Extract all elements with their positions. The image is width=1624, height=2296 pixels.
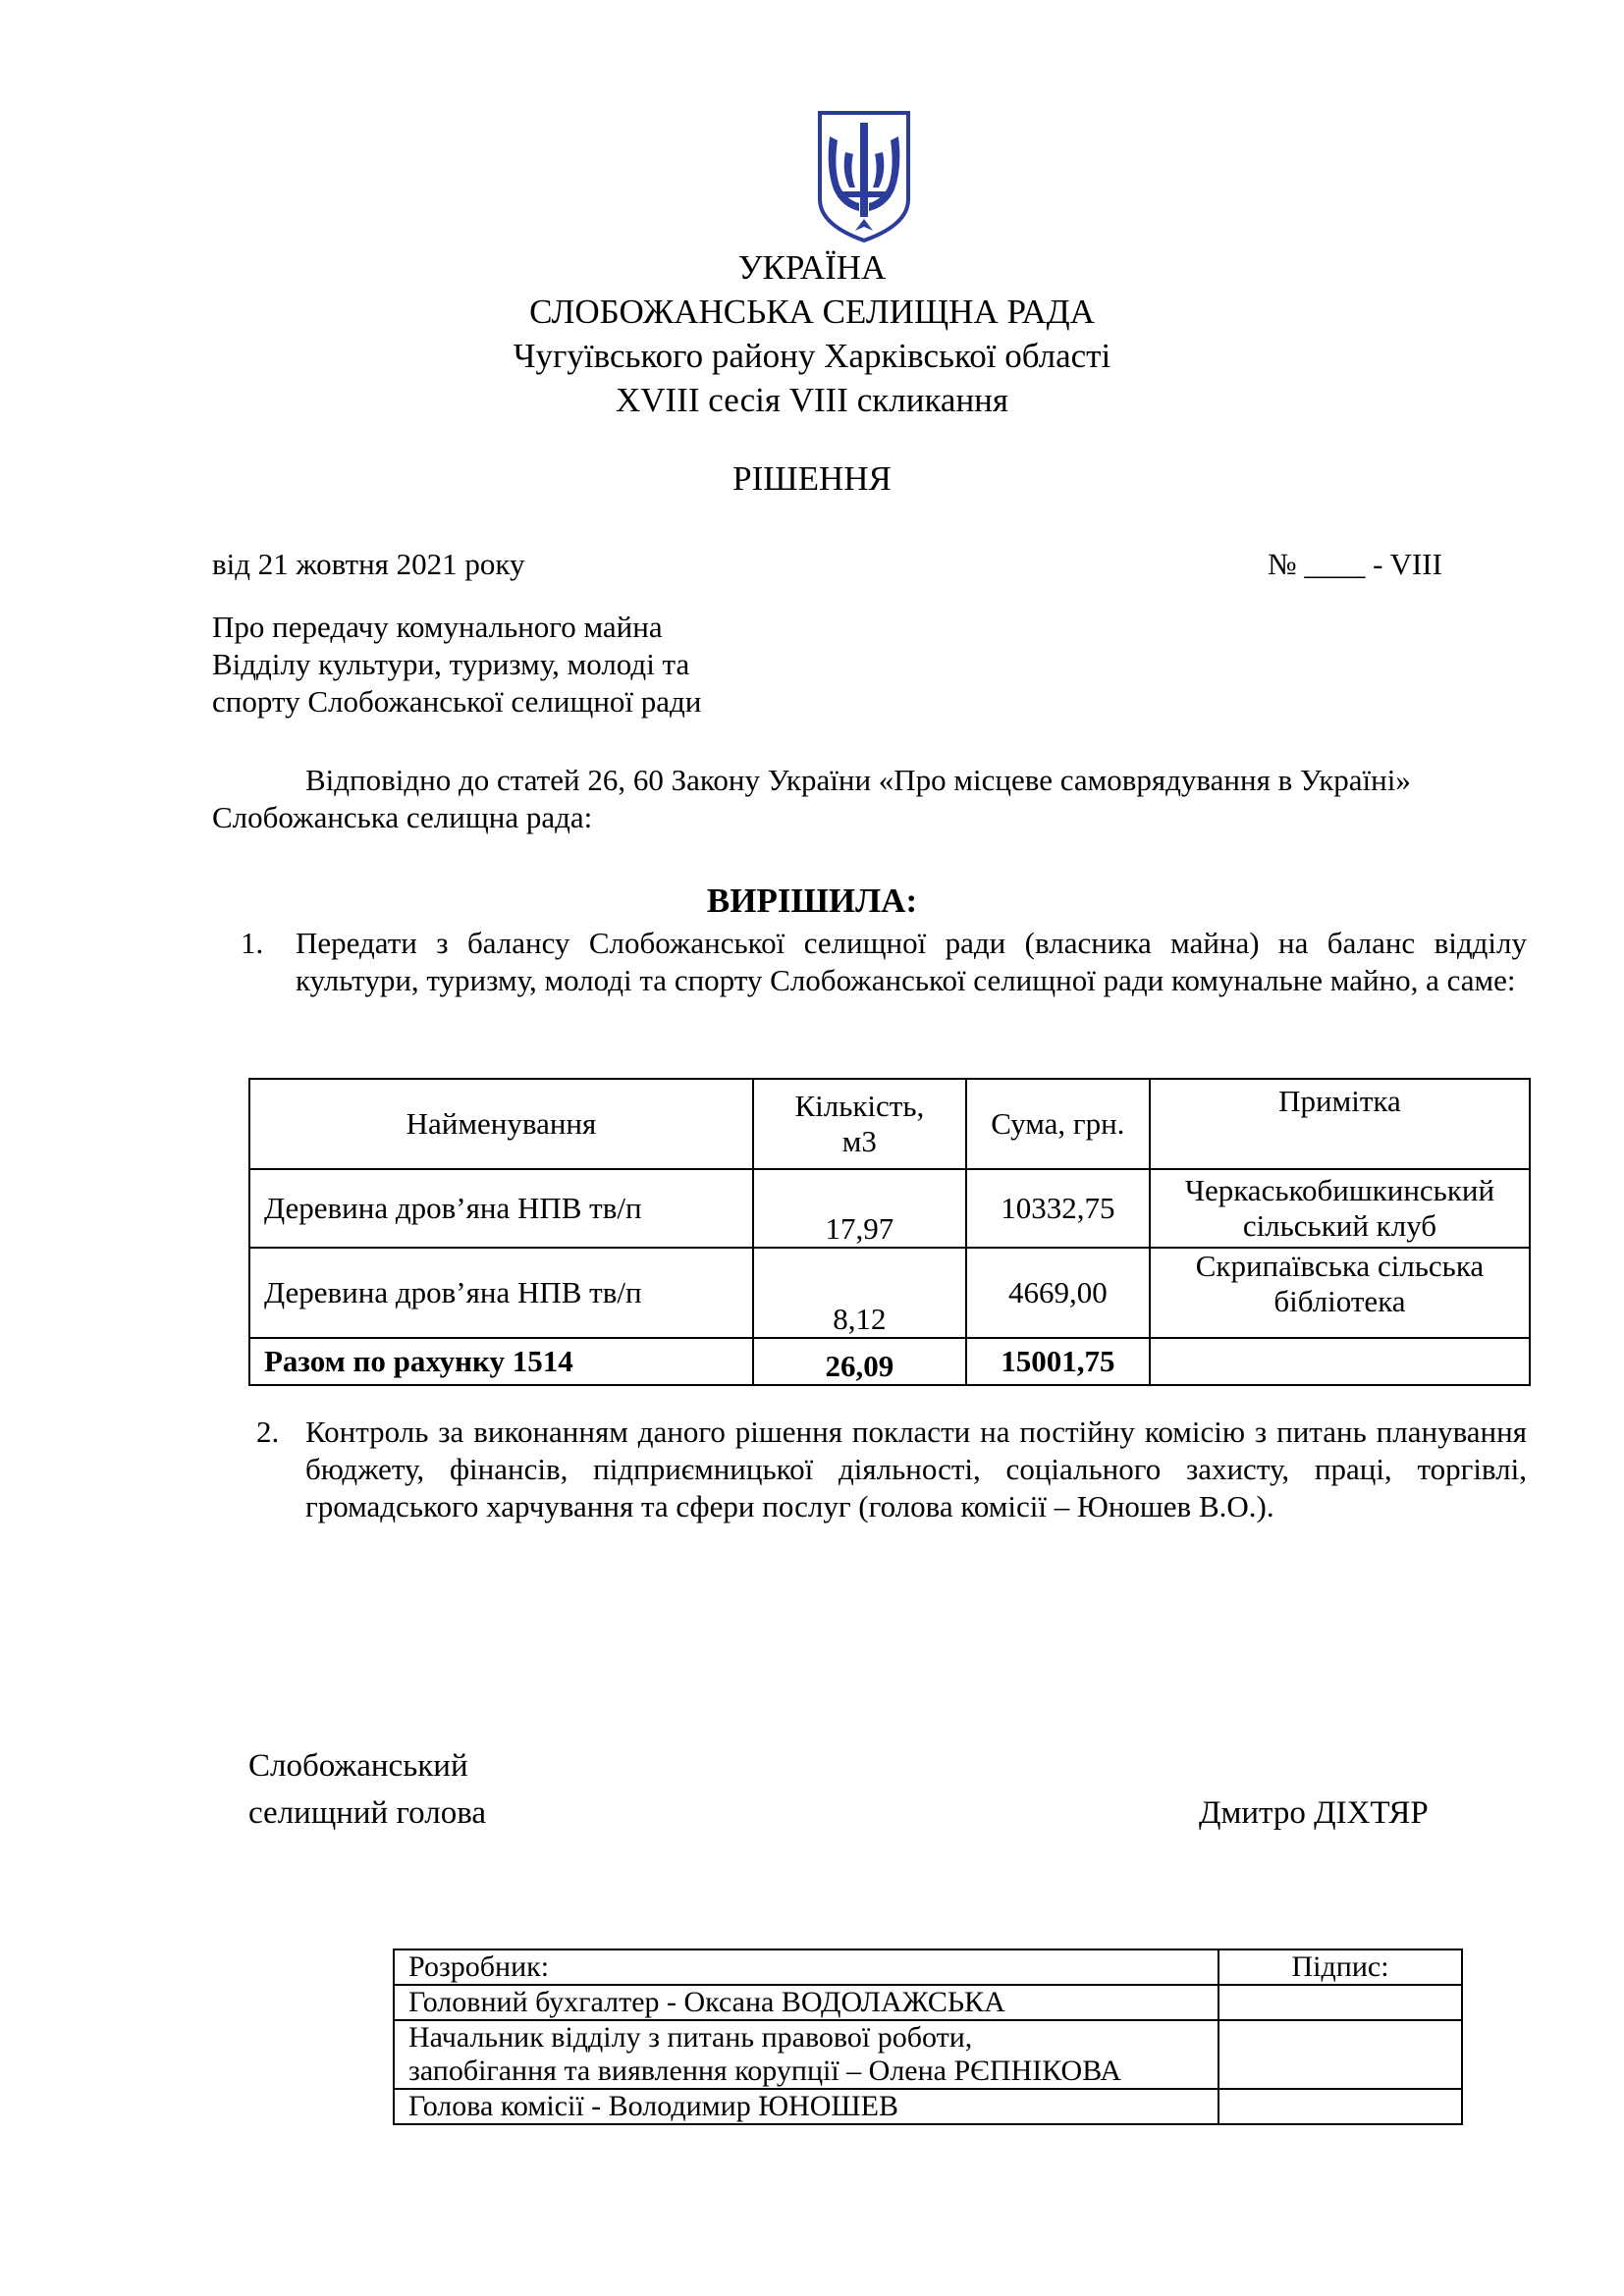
signatory-title-line: Слобожанський xyxy=(248,1748,468,1784)
subject-line: Про передачу комунального майна xyxy=(212,610,663,644)
row-sum: 4669,00 xyxy=(966,1248,1150,1338)
item-text: Передати з балансу Слобожанської селищної ради (власника майна) на баланс відділу культури, туризму, молоді та спорту Слобожанської селищної ради комунальне майно, а саме: xyxy=(296,926,1527,997)
header-quantity-unit: м3 xyxy=(841,1124,877,1158)
row-note-line: Скрипаївська сільська xyxy=(1195,1249,1485,1283)
developers-table xyxy=(393,1949,1463,2125)
signatory-title xyxy=(248,1742,486,1837)
row-note-line: Черкаськобишкинський xyxy=(1184,1173,1495,1207)
table-header-row xyxy=(249,1079,1530,1169)
decision-item-1 xyxy=(241,925,1527,999)
decision-item-2 xyxy=(241,1414,1527,1525)
decision-subject xyxy=(212,609,899,721)
row-note xyxy=(1150,1169,1530,1248)
developer-header: Розробник: xyxy=(394,1949,1218,1985)
district-heading: Чугуївського району Харківської області xyxy=(513,337,1111,375)
session-heading: XVIII сесія VIII скликання xyxy=(615,381,1009,419)
signatory-name: Дмитро ДІХТЯР xyxy=(1199,1795,1429,1831)
item-text: Контроль за виконанням даного рішення покласти на постійну комісію з питань планування бюджету, фінансів, підприємницької діяльності, соціального захисту, праці, торгівлі, громадського харчування та сфери послуг (голова комісії – Юношев В.О.). xyxy=(305,1415,1527,1523)
property-table xyxy=(248,1078,1531,1386)
subject-line: спорту Слобожанської селищної ради xyxy=(212,684,702,719)
total-row xyxy=(249,1338,1530,1385)
decision-number: № ____ - VIII xyxy=(1268,547,1442,581)
row-name: Деревина дров’яна НПВ тв/п xyxy=(249,1169,753,1248)
decided-heading: ВИРІШИЛА: xyxy=(706,881,918,920)
row-note xyxy=(1150,1248,1530,1338)
developer-name xyxy=(394,2020,1218,2089)
item-number: 1. xyxy=(241,926,264,960)
developer-name: Голова комісії - Володимир ЮНОШЕВ xyxy=(394,2089,1218,2124)
preamble xyxy=(212,762,1522,836)
developers-header-row xyxy=(394,1949,1462,1985)
row-sum: 10332,75 xyxy=(966,1169,1150,1248)
developer-row xyxy=(394,1985,1462,2020)
total-sum: 15001,75 xyxy=(966,1338,1150,1385)
developer-row xyxy=(394,2089,1462,2124)
signature-cell xyxy=(1218,1985,1462,2020)
developer-name: Головний бухгалтер - Оксана ВОДОЛАЖСЬКА xyxy=(394,1985,1218,2020)
table-row xyxy=(249,1169,1530,1248)
signatory-title-line: селищний голова xyxy=(248,1795,487,1831)
row-note-line: бібліотека xyxy=(1273,1284,1406,1318)
row-name: Деревина дров’яна НПВ тв/п xyxy=(249,1248,753,1338)
country-heading: УКРАЇНА xyxy=(737,248,887,287)
signature-header: Підпис: xyxy=(1218,1949,1462,1985)
developer-row xyxy=(394,2020,1462,2089)
total-label: Разом по рахунку 1514 xyxy=(249,1338,753,1385)
decision-date: від 21 жовтня 2021 року xyxy=(212,547,525,581)
header-note: Примітка xyxy=(1150,1079,1530,1169)
developer-line: Начальник відділу з питань правової роботи, xyxy=(408,2021,973,2054)
table-row xyxy=(249,1248,1530,1338)
signature-cell xyxy=(1218,2089,1462,2124)
row-note-line: сільський клуб xyxy=(1242,1208,1437,1243)
row-quantity: 8,12 xyxy=(753,1248,966,1338)
signature-cell xyxy=(1218,2020,1462,2089)
total-quantity: 26,09 xyxy=(753,1338,966,1385)
document-type: РІШЕННЯ xyxy=(732,459,892,498)
header-sum: Сума, грн. xyxy=(966,1079,1150,1169)
item-number: 2. xyxy=(256,1415,280,1449)
header-quantity xyxy=(753,1079,966,1169)
council-heading: СЛОБОЖАНСЬКА СЕЛИЩНА РАДА xyxy=(529,293,1095,331)
preamble-line: Слобожанська селищна рада: xyxy=(212,800,593,834)
coat-of-arms-icon xyxy=(816,109,912,244)
row-quantity: 17,97 xyxy=(753,1169,966,1248)
header-quantity-label: Кількість, xyxy=(794,1089,925,1123)
preamble-line: Відповідно до статей 26, 60 Закону України «Про місцеве самоврядування в Україні» xyxy=(305,763,1411,797)
developer-line: запобігання та виявлення корупції – Олена РЄПНІКОВА xyxy=(408,2055,1122,2087)
total-note xyxy=(1150,1338,1530,1385)
header-name: Найменування xyxy=(249,1079,753,1169)
subject-line: Відділу культури, туризму, молоді та xyxy=(212,647,690,681)
